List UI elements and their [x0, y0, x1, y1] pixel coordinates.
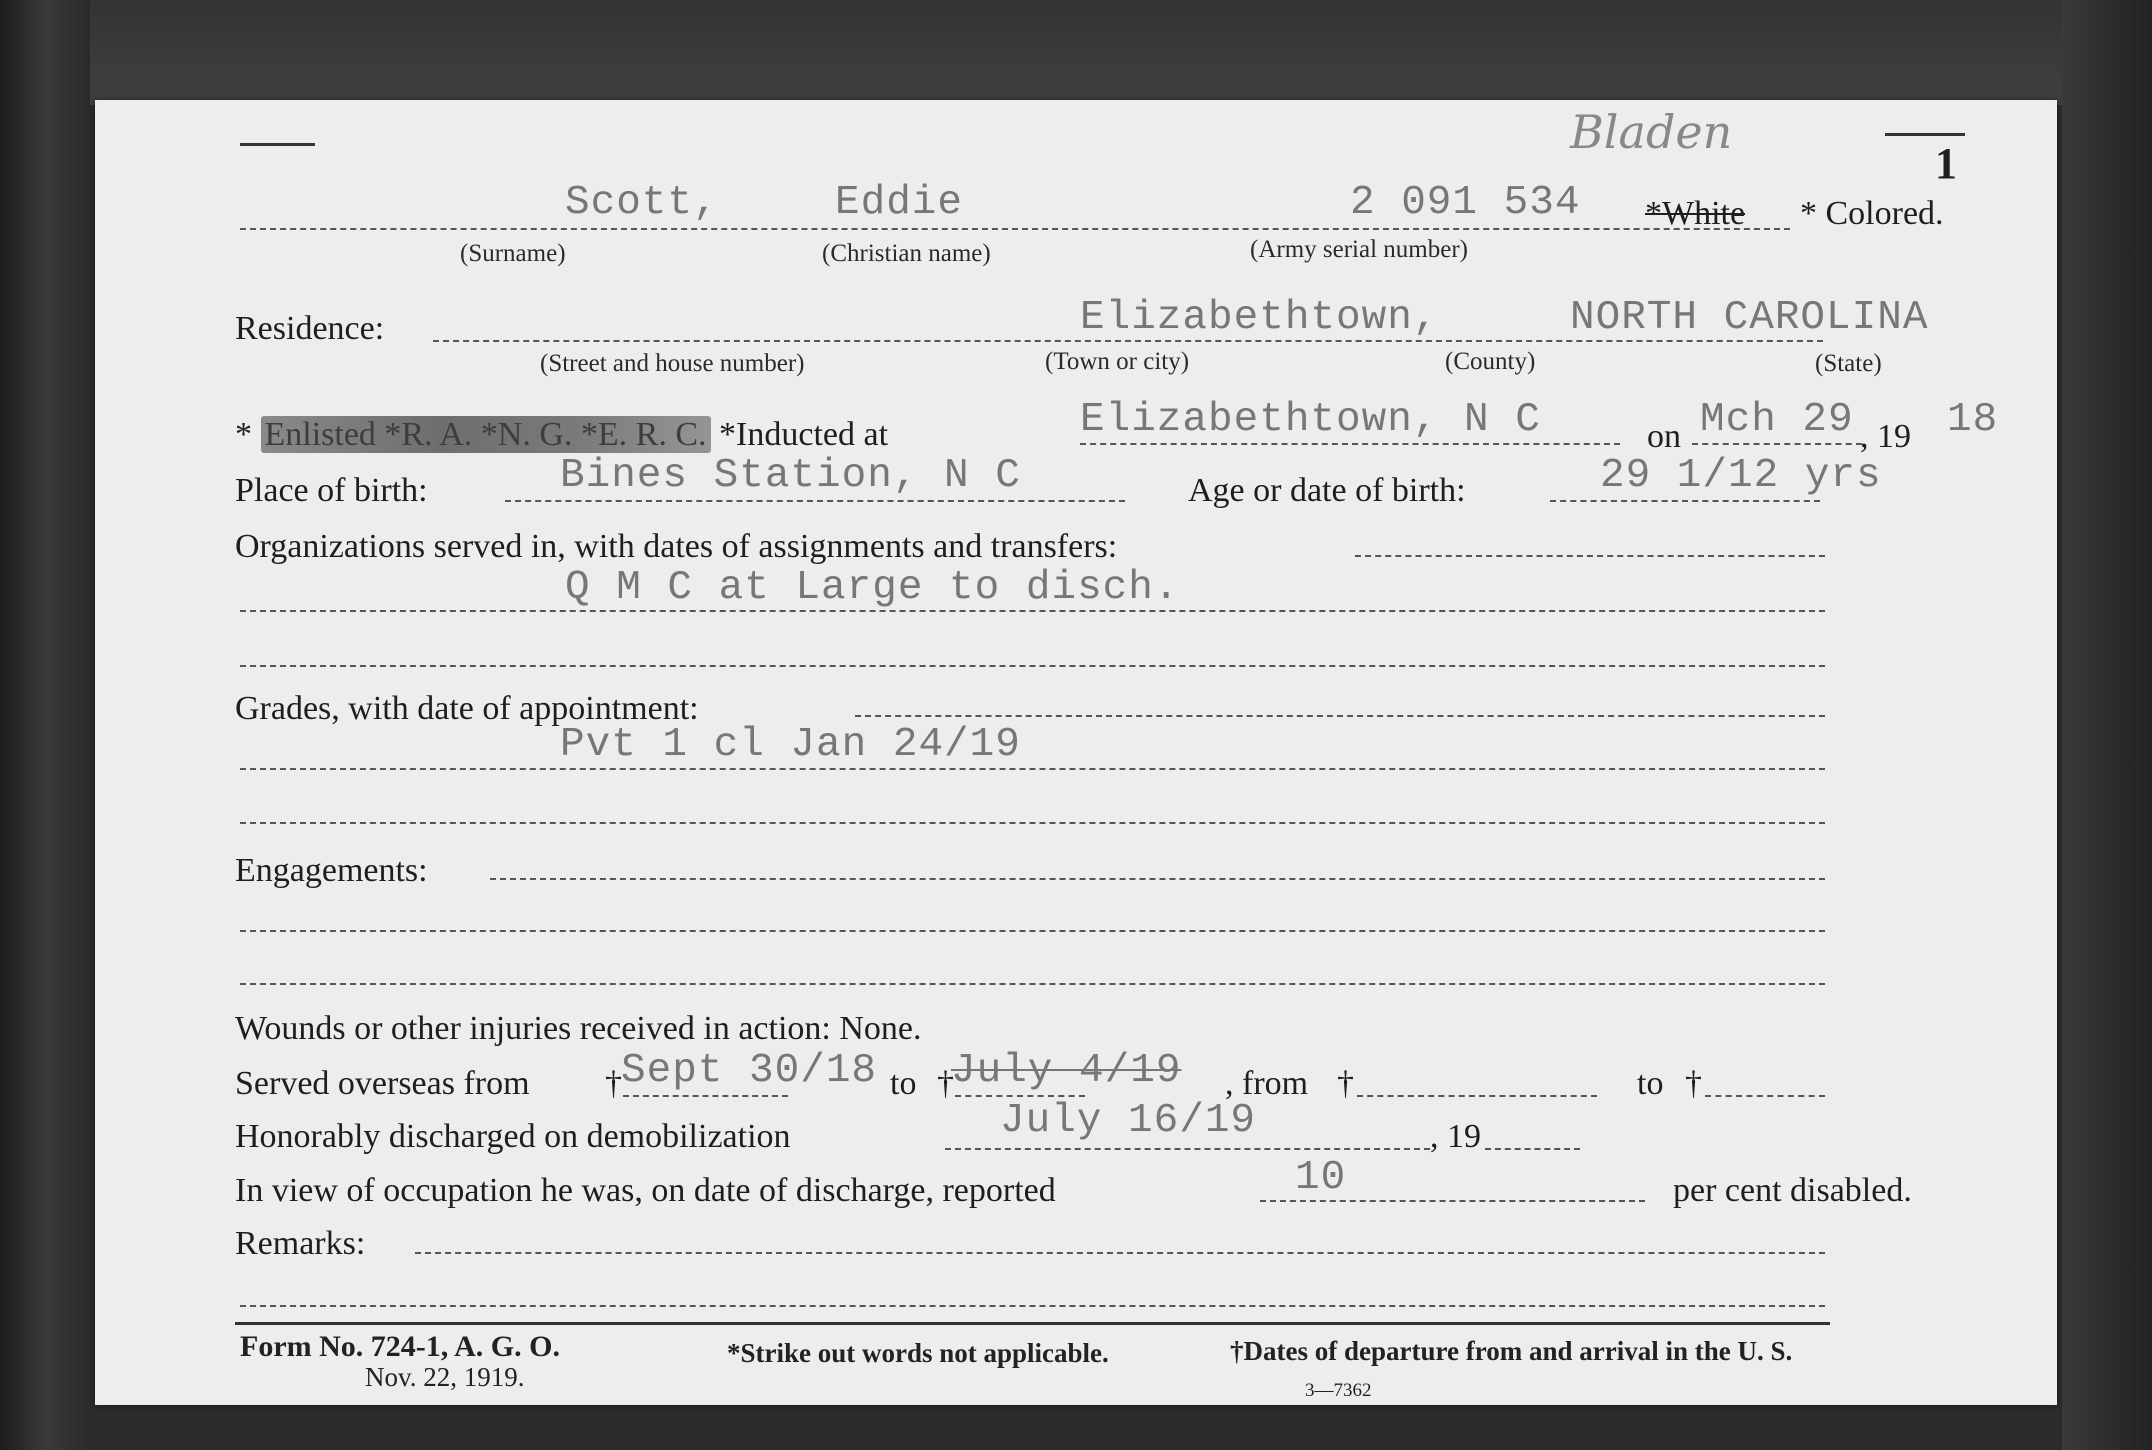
inducted-date-line: [1692, 443, 1862, 445]
grades-line-2: [240, 768, 1825, 770]
overseas-to-line-2: [1705, 1095, 1825, 1097]
state-caption: (State): [1815, 350, 1882, 377]
street-caption: (Street and house number): [540, 350, 805, 377]
top-right-rule: [1885, 133, 1965, 136]
scanner-background-right: [2062, 0, 2152, 1450]
age-value: 29 1/12 yrs: [1600, 453, 1882, 499]
engagements-line-2: [240, 930, 1825, 932]
overseas-dagger-2: †: [937, 1065, 954, 1102]
inducted-line: [1080, 443, 1620, 445]
organizations-value: Q M C at Large to disch.: [565, 565, 1180, 611]
age-line: [1550, 500, 1820, 502]
discharge-year-label: , 19: [1430, 1118, 1481, 1155]
surname-caption: (Surname): [460, 240, 566, 267]
disabled-label: per cent disabled.: [1673, 1172, 1912, 1209]
discharge-date-value: July 16/19: [1000, 1098, 1257, 1144]
discharge-label: Honorably discharged on demobilization: [235, 1118, 791, 1155]
grades-value: Pvt 1 cl Jan 24/19: [560, 722, 1021, 768]
county-handwritten: Bladen: [1570, 105, 1733, 159]
inducted-date-value: Mch 29: [1700, 397, 1854, 443]
asterisk: *: [235, 416, 252, 453]
form-date: Nov. 22, 1919.: [365, 1362, 525, 1392]
organizations-line-3: [240, 665, 1825, 667]
serial-number-caption: (Army serial number): [1250, 236, 1468, 263]
inducted-year-value: 18: [1947, 397, 1999, 443]
print-code: 3—7362: [1305, 1380, 1372, 1401]
form-number: Form No. 724-1, A. G. O.: [240, 1330, 560, 1363]
overseas-from-value: Sept 30/18: [621, 1048, 878, 1094]
residence-state-value: NORTH CAROLINA: [1570, 295, 1929, 341]
remarks-label: Remarks:: [235, 1225, 366, 1262]
age-label: Age or date of birth:: [1188, 472, 1466, 509]
strike-note: *Strike out words not applicable.: [727, 1338, 1109, 1368]
engagements-label: Engagements:: [235, 852, 428, 889]
engagements-line-1: [490, 878, 1825, 880]
christian-name-caption: (Christian name): [822, 240, 991, 267]
birth-place-line: [505, 500, 1125, 502]
remarks-line-2: [240, 1305, 1825, 1307]
scanner-background-top: [90, 0, 2062, 105]
inducted-at-value: Elizabethtown, N C: [1080, 397, 1541, 443]
grades-line-3: [240, 822, 1825, 824]
overseas-to-value: July 4/19: [951, 1048, 1182, 1094]
residence-town-value: Elizabethtown,: [1080, 295, 1439, 341]
surname-value: Scott,: [565, 180, 719, 226]
county-caption: (County): [1445, 348, 1536, 375]
overseas-to-label: to: [890, 1065, 917, 1102]
wounds-label: Wounds or other injuries received in action: None.: [235, 1010, 922, 1047]
overseas-from-line-2: [1357, 1095, 1597, 1097]
race-colored-option: * Colored.: [1800, 195, 1944, 232]
dates-note: †Dates of departure from and arrival in the U. S.: [1230, 1336, 1793, 1366]
overseas-to-label-2: to: [1637, 1065, 1664, 1102]
disabled-percent-value: 10: [1295, 1155, 1347, 1201]
overseas-label: Served overseas from: [235, 1065, 530, 1102]
year-prefix: , 19: [1860, 418, 1911, 455]
service-record-card: [95, 100, 2057, 1405]
overseas-dagger-4: †: [1685, 1065, 1702, 1102]
engagements-line-3: [240, 983, 1825, 985]
overseas-from-label-2: , from: [1225, 1065, 1309, 1102]
enlisted-options-redacted: Enlisted *R. A. *N. G. *E. R. C.: [261, 416, 711, 453]
birth-place-value: Bines Station, N C: [560, 453, 1021, 499]
residence-label: Residence:: [235, 310, 385, 347]
remarks-line-1: [415, 1252, 1825, 1254]
card-number: 1: [1935, 139, 1957, 188]
birth-place-label: Place of birth:: [235, 472, 428, 509]
grades-line-1: [855, 715, 1825, 717]
inducted-label: *Inducted at: [719, 416, 889, 453]
race-white-option: *White: [1645, 195, 1746, 232]
discharge-year-line: [1485, 1148, 1580, 1150]
scanner-background-left: [0, 0, 90, 1450]
occupation-label: In view of occupation he was, on date of discharge, reported: [235, 1172, 1056, 1209]
christian-name-value: Eddie: [835, 180, 964, 226]
organizations-line-1: [1355, 555, 1825, 557]
on-label: on: [1647, 418, 1681, 455]
discharge-date-line: [945, 1148, 1430, 1150]
overseas-to-line: [955, 1095, 1085, 1097]
name-line: [240, 228, 1790, 230]
overseas-from-line: [623, 1095, 788, 1097]
top-left-rule: [240, 143, 315, 146]
enlistment-row: [235, 416, 888, 454]
overseas-dagger-1: †: [605, 1065, 622, 1102]
footer-rule: [235, 1322, 1830, 1325]
serial-number-value: 2 091 534: [1350, 180, 1581, 226]
overseas-dagger-3: †: [1337, 1065, 1354, 1102]
organizations-label: Organizations served in, with dates of assignments and transfers:: [235, 528, 1118, 565]
town-caption: (Town or city): [1045, 348, 1190, 375]
grades-label: Grades, with date of appointment:: [235, 690, 699, 727]
